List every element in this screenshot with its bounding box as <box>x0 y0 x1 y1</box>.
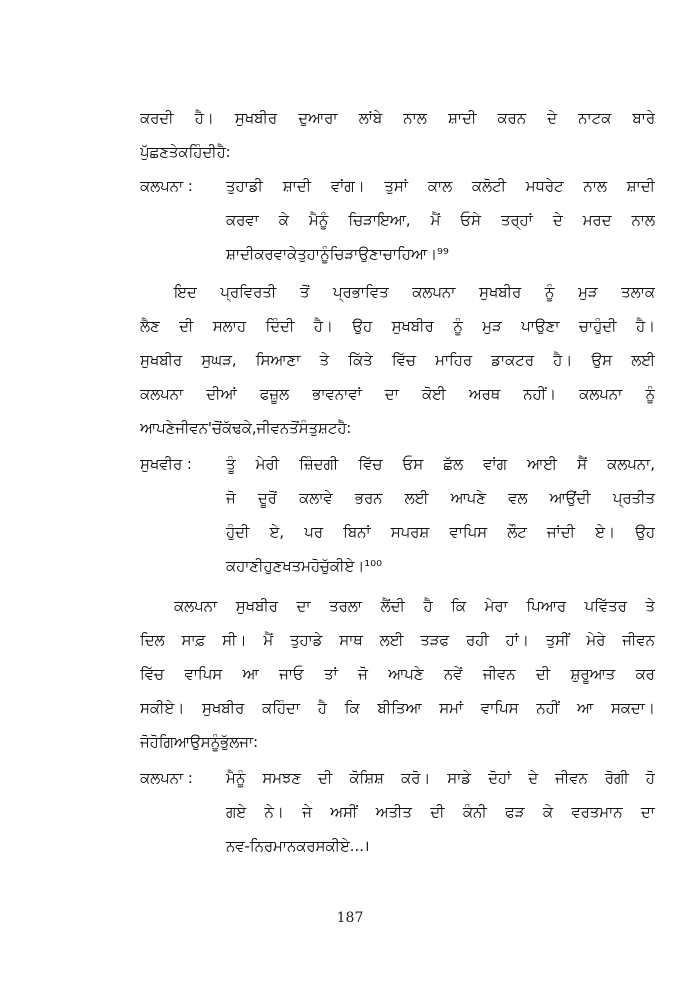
paragraph-line <box>140 136 655 170</box>
word: ਹੋ <box>149 734 159 751</box>
word: ਜੋ <box>358 666 368 683</box>
word: ਸੁਖਬੀਰ <box>202 700 245 717</box>
word: ਸ਼ਾਦੀ <box>447 110 477 127</box>
word: ਮਾਹਿਰ <box>435 352 473 369</box>
dialogue-text <box>226 830 655 864</box>
word: ਪਿਆਰ <box>526 598 566 615</box>
word: ਨਾਲ <box>403 110 427 127</box>
word: ਭੁੱਲ <box>220 734 240 751</box>
word: ਗਿਆ <box>158 734 190 751</box>
word: ਸੁਖਬੀਰ <box>234 110 278 127</box>
word: ਵਾਪਿਸ <box>449 524 488 541</box>
word: ਉਸ <box>189 734 211 751</box>
word: ਪੁੱਛਣ <box>140 144 169 161</box>
word: ਓਸੇ <box>460 212 481 229</box>
word: ਸਮਾਂ <box>439 700 464 717</box>
word: ਆਈ <box>527 456 557 473</box>
word: ਮੇਰੀ <box>255 456 280 473</box>
word: ਨੂੰ <box>544 284 555 301</box>
word: ਸਲਾਹ <box>212 318 247 335</box>
word: ਵਾਪਿਸ <box>184 666 223 683</box>
dialogue-text <box>226 550 655 584</box>
word: ਤੁਸਾਂ <box>384 178 408 195</box>
dialogue-line <box>140 482 655 516</box>
word: ਕਹਾਣੀ <box>226 558 264 575</box>
word: ਲੈਣ <box>140 318 160 335</box>
word: ਭਾਵਨਾਵਾਂ <box>312 386 362 403</box>
word: ਤੋਂ <box>299 284 310 301</box>
word: ਹੈ। <box>194 110 214 127</box>
word: ਤਾਂ <box>323 666 338 683</box>
word: ਦਿਲ <box>140 632 165 649</box>
word: ਸੁਖਬੀਰ <box>140 352 183 369</box>
dialogue-line <box>140 516 655 550</box>
word: ਹੋ <box>645 770 655 787</box>
word: ਲਈ <box>631 352 655 369</box>
speaker-name: ਕਲਪਨਾ : <box>140 178 193 195</box>
word: ਸੰਤੁਸ਼ਟ <box>298 420 338 437</box>
word: ਤੇ <box>645 598 655 615</box>
word: ਤਲਾਕ <box>621 284 655 301</box>
word: ਡਾਕਟਰ <box>491 352 534 369</box>
paragraph-line <box>140 310 655 344</box>
word: ਜੀਵਨ <box>622 632 655 649</box>
word: ਜਾਓ <box>279 666 304 683</box>
word: ਕੰਨੀ <box>462 804 487 821</box>
word: ਜਾਂਦੀ <box>546 524 575 541</box>
word: ਜੀਵਨ <box>482 666 516 683</box>
word: ਕਹਿੰਦਾ <box>261 700 300 717</box>
word: ਏ। <box>595 524 615 541</box>
word: ਉਹ <box>352 318 373 335</box>
word: ਚਿੜਾਇਆ, <box>348 212 411 229</box>
dialogue-text <box>226 448 655 482</box>
dialogue-line <box>140 830 655 864</box>
word: ਚਾਹਿਆ।⁹⁹ <box>382 246 449 263</box>
word: : <box>225 144 231 161</box>
word: ਦੀ <box>430 804 445 821</box>
word: ਕੋਈ <box>421 386 446 403</box>
speaker-name: ਕਲਪਨਾ : <box>140 770 193 787</box>
dialogue-line <box>140 550 655 584</box>
word: ਭਰਨ <box>354 490 383 507</box>
word: ਕੇ <box>287 246 298 263</box>
word: ਚਿੜਾਉਣਾ <box>329 246 383 263</box>
word: ਜ਼ਿੰਦਗੀ <box>299 456 339 473</box>
word: ਕਰ <box>296 838 316 855</box>
word: ਏ, <box>269 524 285 541</box>
word: ਛੱਲ <box>443 456 463 473</box>
word: ਲੌਟ <box>507 524 527 541</box>
word: ਸ਼ਾਦੀ <box>282 178 312 195</box>
word: ਅਤੀਤ <box>375 804 412 821</box>
word: ਮੈਂ <box>430 212 441 229</box>
word: ਚਾਹੁੰਦੀ <box>578 318 617 335</box>
dialogue-line <box>140 204 655 238</box>
word: ਕਾਲ <box>427 178 453 195</box>
word: ਦੀਆਂ <box>206 386 237 403</box>
word: ਵਲ <box>508 490 528 507</box>
word: ਤੁਹਾਨੂੰ <box>297 246 330 263</box>
word: ਵਰਤਮਾਨ <box>571 804 623 821</box>
page-number: 187 <box>336 910 364 926</box>
word: ਰੋਗੀ <box>604 770 629 787</box>
dialogue-line <box>140 170 655 204</box>
page-text <box>140 0 655 990</box>
paragraph-line <box>140 412 655 446</box>
paragraph-line <box>140 378 655 412</box>
word: ਪਵਿੱਤਰ <box>584 598 627 615</box>
word: ਨਵੇਂ <box>443 666 463 683</box>
word: ਸ਼ਾਦੀ <box>626 178 655 195</box>
word: ਸੀ। <box>222 632 247 649</box>
word: ਲੈਂਦੀ <box>380 598 405 615</box>
word: ਕਲਪਨਾ <box>579 386 623 403</box>
word: ਜੇ <box>302 804 312 821</box>
word: ਆਪਣੇ <box>388 666 424 683</box>
word: ਮੁੜ <box>578 284 598 301</box>
word: ਤੁਹਾਡੀ <box>226 178 263 195</box>
word: ਹੈ <box>337 420 347 437</box>
word: ਦੂਰੋਂ <box>257 490 277 507</box>
word: ਪ੍ਰਭਾਵਿਤ <box>333 284 389 301</box>
word: ਆ <box>242 666 259 683</box>
word: ਕੋਸ਼ਿਸ਼ <box>349 770 384 787</box>
word: ਤੜਫ <box>420 632 450 649</box>
word: ਕਲਪਨਾ, <box>607 456 655 473</box>
word: ਆਪਣੇ <box>450 490 486 507</box>
paragraph-line <box>140 276 655 310</box>
word: ਕਿ <box>344 700 360 717</box>
word: ਦੋਹਾਂ <box>488 770 512 787</box>
word: ਤੁਸੀਂ <box>545 632 570 649</box>
dialogue-line <box>140 448 655 482</box>
word: ਸਾਫ਼ <box>181 632 206 649</box>
word: ਉਹ <box>635 524 655 541</box>
dialogue-text <box>226 762 655 796</box>
word: ਮੇਰਾ <box>484 598 508 615</box>
dialogue-line <box>140 796 655 830</box>
word: ਸਕੀਏ। <box>140 700 185 717</box>
word: ਹੈ। <box>313 318 333 335</box>
word: ਫਜ਼ੂਲ <box>259 386 290 403</box>
word: ਮੇਰੇ <box>586 632 606 649</box>
word: ਸੁਖਬੀਰ <box>479 284 522 301</box>
word: ਨੂੰ <box>453 318 463 335</box>
word: ਦਿੰਦੀ <box>265 318 295 335</box>
word: ਹੈ। <box>553 352 573 369</box>
word: ਉਸ <box>591 352 612 369</box>
dialogue-text <box>226 516 655 550</box>
word: ਸੁਘੜ, <box>201 352 237 369</box>
word: ਸੁਖਬੀਰ <box>391 318 434 335</box>
word: ਸਾਥ <box>339 632 363 649</box>
word: ਕਲਪਨਾ <box>412 284 456 301</box>
dialogue-text <box>226 238 655 272</box>
paragraph-line <box>140 726 655 760</box>
word: ਦੇ <box>547 110 557 127</box>
word: ਲਈ <box>379 632 404 649</box>
word: ਕਰ <box>635 666 655 683</box>
word: ਜੋ <box>140 734 150 751</box>
word: ਸਕੀਏ <box>315 838 350 855</box>
word: ਖਤਮ <box>282 558 311 575</box>
word: ਵਿੱਚ <box>140 666 165 683</box>
paragraph-line <box>140 102 655 136</box>
word: ਨਾਲ <box>583 178 607 195</box>
word: ਗਏ <box>226 804 247 821</box>
dialogue-text <box>226 204 655 238</box>
word: ਸਕਦਾ। <box>610 700 655 717</box>
word: ਦੁਆਰਾ <box>298 110 338 127</box>
word: ਮੈਂ <box>263 632 274 649</box>
word: ਦੀ <box>179 318 194 335</box>
paragraph-line <box>140 344 655 378</box>
word: ਕਲਾਵੇ <box>299 490 333 507</box>
word: ਨੇ। <box>264 804 284 821</box>
word: ਦੀ <box>318 770 333 787</box>
word: ਮਰਦ <box>582 212 612 229</box>
word: ਚੁੱਕੀ <box>319 558 345 575</box>
word: ਹੈ <box>216 144 226 161</box>
paragraph-line <box>140 624 655 658</box>
word: ਹੁੰਦੀ <box>226 524 250 541</box>
word: : <box>253 734 259 751</box>
word: ਲਾਂਬੇ <box>358 110 383 127</box>
word: ਤੋਂ <box>289 420 299 437</box>
word: ਵਾਂਗ <box>483 456 507 473</box>
word: ਪਾਉਣਾ <box>521 318 560 335</box>
paragraph-line <box>140 692 655 726</box>
word: ਨੂੰ <box>210 734 221 751</box>
word: ਵਾਂਗ। <box>330 178 365 195</box>
word: ਕਰਦੀ <box>140 110 174 127</box>
word: ਬਾਰੇ <box>632 110 655 127</box>
word: ਤੁਹਾਡੇ <box>289 632 323 649</box>
word: ਕੇ <box>542 804 553 821</box>
word: ਨਾਟਕ <box>578 110 612 127</box>
word: ਫੜ <box>505 804 525 821</box>
word: ਇਦ <box>174 284 197 301</box>
word: ਜੋ <box>226 490 236 507</box>
word: ਦਾ <box>640 804 655 821</box>
word: ਕਹਿੰਦੀ <box>178 144 217 161</box>
dialogue-text <box>226 796 655 830</box>
word: ਸਿਆਣਾ <box>255 352 301 369</box>
word: ਤੇ <box>168 144 179 161</box>
dialogue-text <box>226 482 655 516</box>
word: ਆਉਂਦੀ <box>549 490 591 507</box>
word: ਤੂੰ <box>226 456 236 473</box>
word: ਕਲਪਨਾ <box>174 598 218 615</box>
word: ਮੁੜ <box>482 318 502 335</box>
word: ਸ਼ਾਦੀ <box>226 246 255 263</box>
word: ਜਾ <box>239 734 254 751</box>
word: ਦਾ <box>296 598 311 615</box>
word: ਮੈਨੂੰ <box>308 212 329 229</box>
word: ਅਸੀਂ <box>330 804 358 821</box>
word: ਹੋ <box>310 558 320 575</box>
word: ਕਲਪਨਾ <box>140 386 184 403</box>
word: ਹੈ <box>423 598 433 615</box>
word: : <box>346 420 352 437</box>
word: ਹੈ। <box>635 318 655 335</box>
speaker-name: ਸੁਖਵੀਰ : <box>140 456 192 473</box>
word: ਦੀ <box>535 666 551 683</box>
paragraph-line <box>140 658 655 692</box>
word: ਬਿਨਾਂ <box>343 524 371 541</box>
word: ਜੀਵਨ <box>256 420 290 437</box>
word: ਸੈਂ <box>577 456 587 473</box>
word: ਕਰਨ <box>497 110 526 127</box>
dialogue-line <box>140 762 655 796</box>
word: ਤਰ੍ਹਾਂ <box>500 212 533 229</box>
word: ਕਰੋ। <box>400 770 431 787</box>
word: ਮਧਰੇਟ <box>525 178 564 195</box>
word: ਹਾਂ। <box>505 632 529 649</box>
word: ਅਰਥ <box>468 386 501 403</box>
word: ਵਿੱਚ <box>391 352 416 369</box>
word: ਕਰਵਾ <box>226 212 259 229</box>
word: ਕਰਵਾ <box>254 246 288 263</box>
word: ਸ਼ੁਰੂਆਤ <box>570 666 616 683</box>
word: ਨਵ-ਨਿਰਮਾਨ <box>226 838 297 855</box>
dialogue-line <box>140 238 655 272</box>
word: 'ਚੋਂ <box>207 420 222 437</box>
word: ਨਹੀਂ। <box>523 386 557 403</box>
word: ਰਹੀ <box>465 632 489 649</box>
word: ਸੁਖਬੀਰ <box>235 598 278 615</box>
word: ਆ <box>577 700 594 717</box>
word: ਕੇ <box>278 212 289 229</box>
word: ਪਰ <box>304 524 323 541</box>
word: ਕਲੋਟੀ <box>471 178 506 195</box>
word: ਵਿੱਚ <box>358 456 383 473</box>
word: ਦਾ <box>384 386 399 403</box>
word: ਆਪਣੇ <box>140 420 176 437</box>
word: ਹੁਣ <box>263 558 283 575</box>
word: ਜੀਵਨ <box>175 420 208 437</box>
word: ਦੇ <box>528 770 539 787</box>
word: ਨੂੰ <box>645 386 655 403</box>
word: ਦੇ <box>552 212 563 229</box>
word: ਜੀਵਨ <box>555 770 588 787</box>
word: ਕਿ <box>451 598 467 615</box>
paragraph-line <box>140 590 655 624</box>
word: ਕੇ, <box>241 420 257 437</box>
word: ਸਾਡੇ <box>447 770 472 787</box>
word: ਕੱਢ <box>221 420 242 437</box>
word: ਪ੍ਰਵਿਰਤੀ <box>220 284 277 301</box>
word: ਓਸ <box>402 456 424 473</box>
word: ਸਪਰਸ਼ <box>390 524 430 541</box>
word: ਮੈਨੂੰ <box>226 770 246 787</box>
word: ...। <box>349 838 370 855</box>
dialogue-text <box>226 170 655 204</box>
word: ਸਮਝਣ <box>262 770 301 787</box>
word: ਨਾਲ <box>631 212 655 229</box>
word: ਪ੍ਰਤੀਤ <box>612 490 655 507</box>
word: ਬੀਤਿਆ <box>377 700 422 717</box>
word: ਏ।¹⁰⁰ <box>344 558 383 575</box>
word: ਕਿੱਤੇ <box>348 352 373 369</box>
word: ਲਈ <box>404 490 429 507</box>
word: ਨਹੀਂ <box>536 700 560 717</box>
word: ਤਰਲਾ <box>329 598 362 615</box>
word: ਵਾਪਿਸ <box>480 700 519 717</box>
word: ਹੈ <box>317 700 327 717</box>
word: ਤੇ <box>319 352 330 369</box>
